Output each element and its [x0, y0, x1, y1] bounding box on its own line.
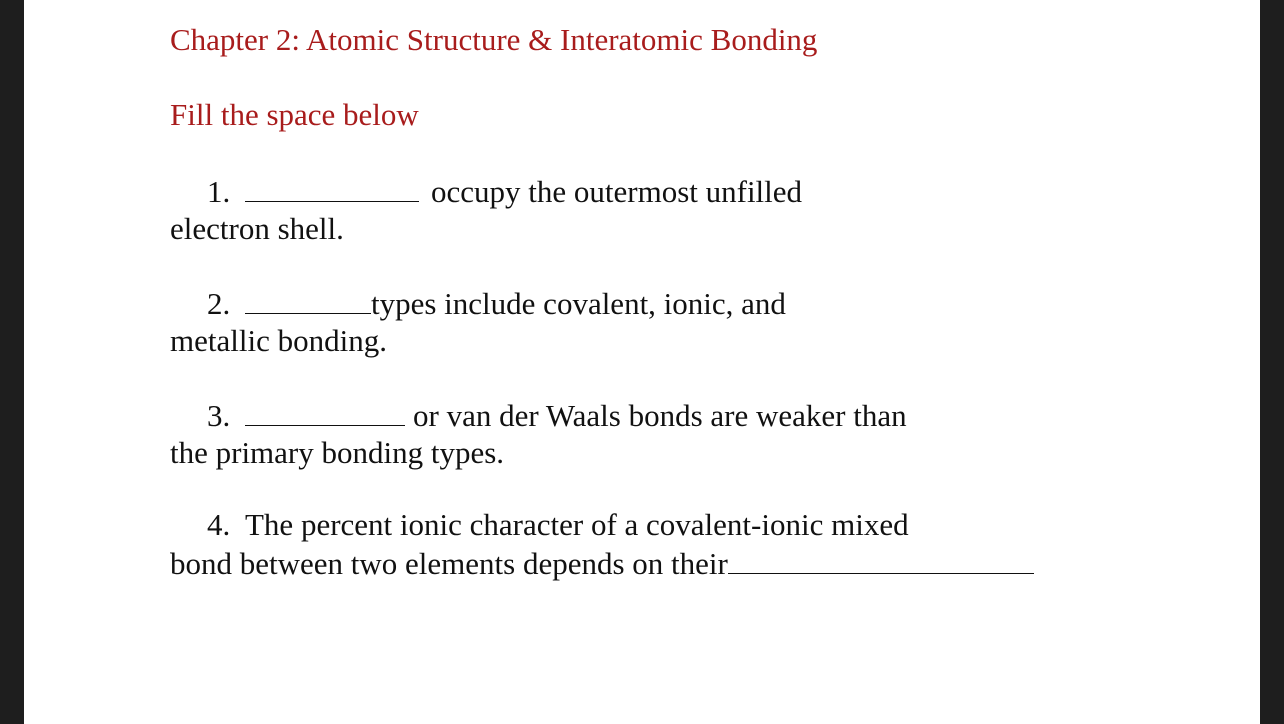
question-3-first-line	[170, 395, 907, 434]
question-2	[170, 283, 786, 359]
instruction-heading: Fill the space below	[170, 97, 419, 132]
question-3-blank[interactable]	[245, 395, 405, 426]
question-2-first-line	[170, 283, 786, 322]
question-4	[170, 506, 1034, 582]
question-4-text: The percent ionic character of a covalent-ionic mixed	[245, 507, 909, 542]
question-1-continuation: electron shell.	[170, 211, 344, 246]
question-1-blank[interactable]	[245, 171, 419, 202]
question-2-blank[interactable]	[245, 283, 371, 314]
question-4-number: 4.	[207, 507, 231, 542]
question-3-text: or van der Waals bonds are weaker than	[413, 398, 907, 433]
question-4-first-line	[170, 506, 1034, 543]
question-4-second-line	[170, 543, 1034, 582]
question-1	[170, 171, 802, 247]
document-page	[24, 0, 1260, 724]
question-3	[170, 395, 907, 471]
question-1-number: 1.	[207, 174, 231, 209]
question-1-first-line	[170, 171, 802, 210]
question-2-number: 2.	[207, 286, 231, 321]
question-3-continuation: the primary bonding types.	[170, 435, 505, 470]
chapter-title: Chapter 2: Atomic Structure & Interatomic Bonding	[170, 22, 818, 57]
question-3-number: 3.	[207, 398, 231, 433]
question-4-continuation: bond between two elements depends on their	[170, 546, 728, 581]
question-4-blank[interactable]	[728, 543, 1034, 574]
question-2-continuation: metallic bonding.	[170, 323, 387, 358]
question-2-text: types include covalent, ionic, and	[371, 286, 786, 321]
question-1-text: occupy the outermost unfilled	[431, 174, 803, 209]
